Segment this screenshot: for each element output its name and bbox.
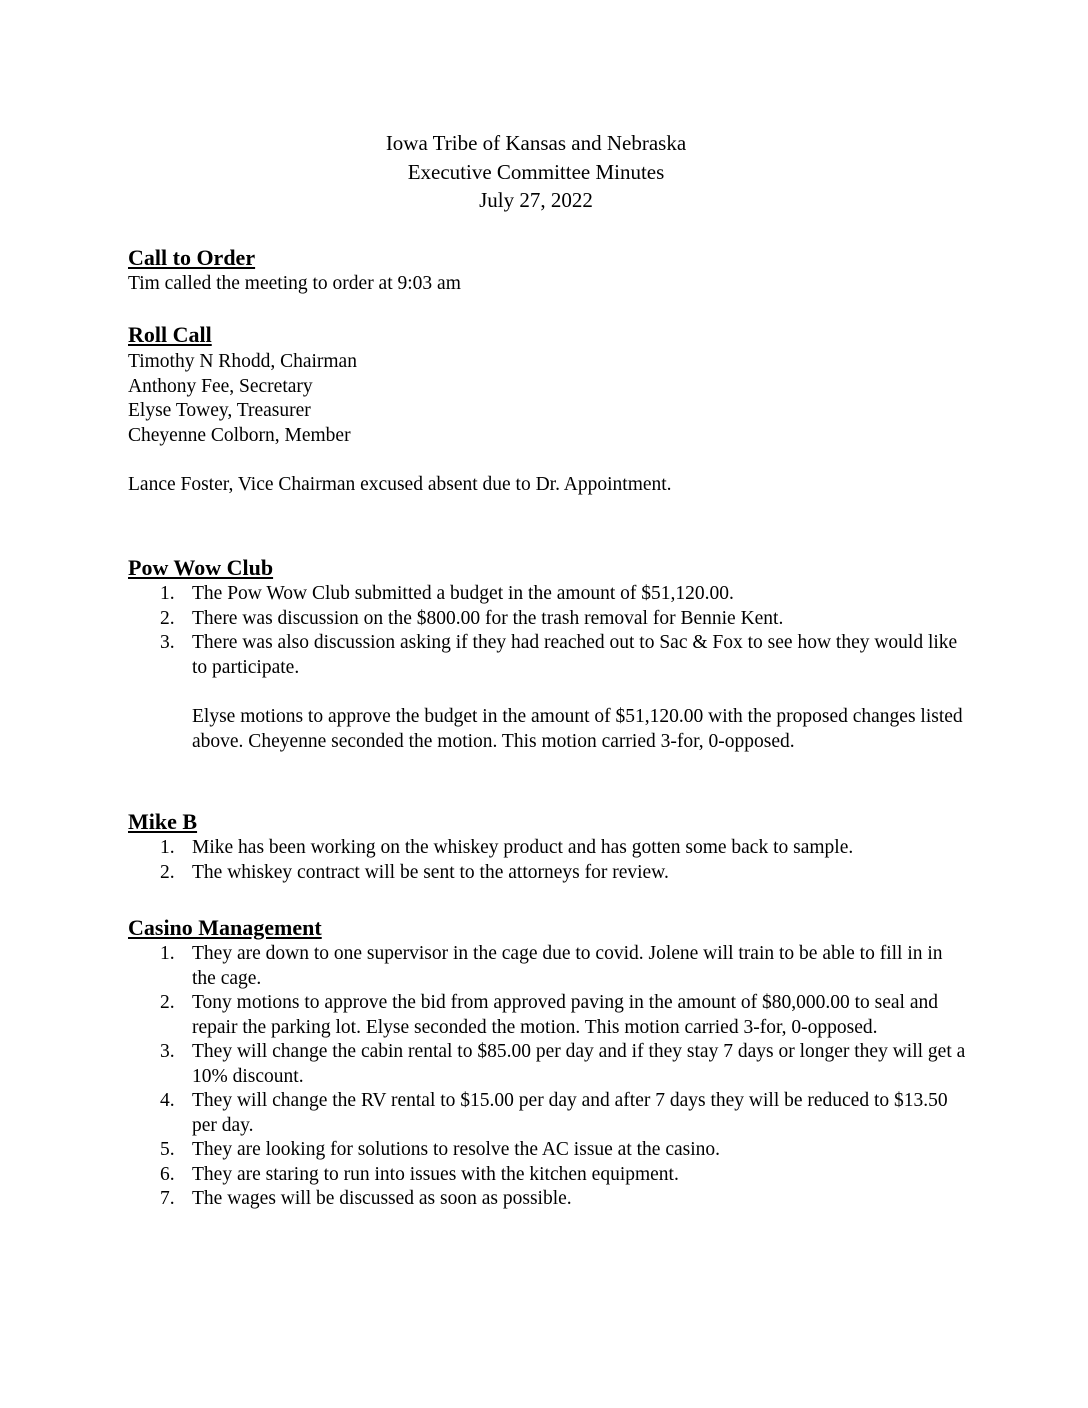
heading-mike-b: Mike B	[128, 809, 198, 834]
pow-wow-motion: Elyse motions to approve the budget in the amount of $51,120.00 with the proposed changes listed above. Cheyenne seconded the motion. This motion carried 3-for, 0-opposed.	[192, 706, 963, 752]
list-item: 1. They are down to one supervisor in the cage due to covid. Jolene will train to be able to fill in in the cage.	[160, 943, 943, 989]
org-name: Iowa Tribe of Kansas and Nebraska	[385, 131, 687, 155]
heading-call-to-order: Call to Order	[128, 245, 256, 270]
list-item: 2. Tony motions to approve the bid from approved paving in the amount of $80,000.00 to seal and repair the parking lot. Elyse seconded the motion. This motion carried 3-for, 0-opposed.	[160, 992, 938, 1038]
document-header	[0, 129, 1088, 215]
list-item: 3. There was also discussion asking if they had reached out to Sac & Fox to see how they would like to participate.	[160, 632, 958, 678]
list-item: 3. They will change the cabin rental to $85.00 per day and if they stay 7 days or longer they will get a 10% discount.	[160, 1041, 966, 1087]
call-to-order-text: Tim called the meeting to order at 9:03 am	[128, 273, 461, 294]
list-item: 6. They are staring to run into issues with the kitchen equipment.	[160, 1163, 679, 1185]
pow-wow-list	[128, 582, 968, 680]
list-item: 2. The whiskey contract will be sent to the attorneys for review.	[160, 861, 669, 883]
list-item: 2. There was discussion on the $800.00 for the trash removal for Bennie Kent.	[160, 607, 784, 629]
member: Timothy N Rhodd, Chairman	[128, 351, 357, 372]
member: Elyse Towey, Treasurer	[128, 400, 311, 421]
heading-roll-call: Roll Call	[128, 322, 212, 347]
list-item: 1. The Pow Wow Club submitted a budget in the amount of $51,120.00.	[160, 583, 734, 604]
meeting-date: July 27, 2022	[479, 188, 593, 212]
list-item: 1. Mike has been working on the whiskey product and has gotten some back to sample.	[160, 837, 854, 858]
list-item: 5. They are looking for solutions to resolve the AC issue at the casino.	[160, 1139, 721, 1160]
casino-list	[128, 942, 968, 1212]
roll-call-list	[128, 350, 968, 448]
document-title: Executive Committee Minutes	[407, 159, 665, 184]
member: Anthony Fee, Secretary	[128, 375, 313, 397]
list-item: 4. They will change the RV rental to $15.00 per day and after 7 days they will be reduced to $13.50 per day.	[160, 1090, 948, 1136]
heading-casino-management: Casino Management	[128, 915, 322, 940]
heading-pow-wow-club: Pow Wow Club	[128, 555, 274, 580]
absent-note: Lance Foster, Vice Chairman excused absent due to Dr. Appointment.	[128, 474, 672, 495]
member: Cheyenne Colborn, Member	[128, 424, 351, 446]
list-item: 7. The wages will be discussed as soon as possible.	[160, 1188, 572, 1209]
mike-b-list	[128, 836, 968, 885]
